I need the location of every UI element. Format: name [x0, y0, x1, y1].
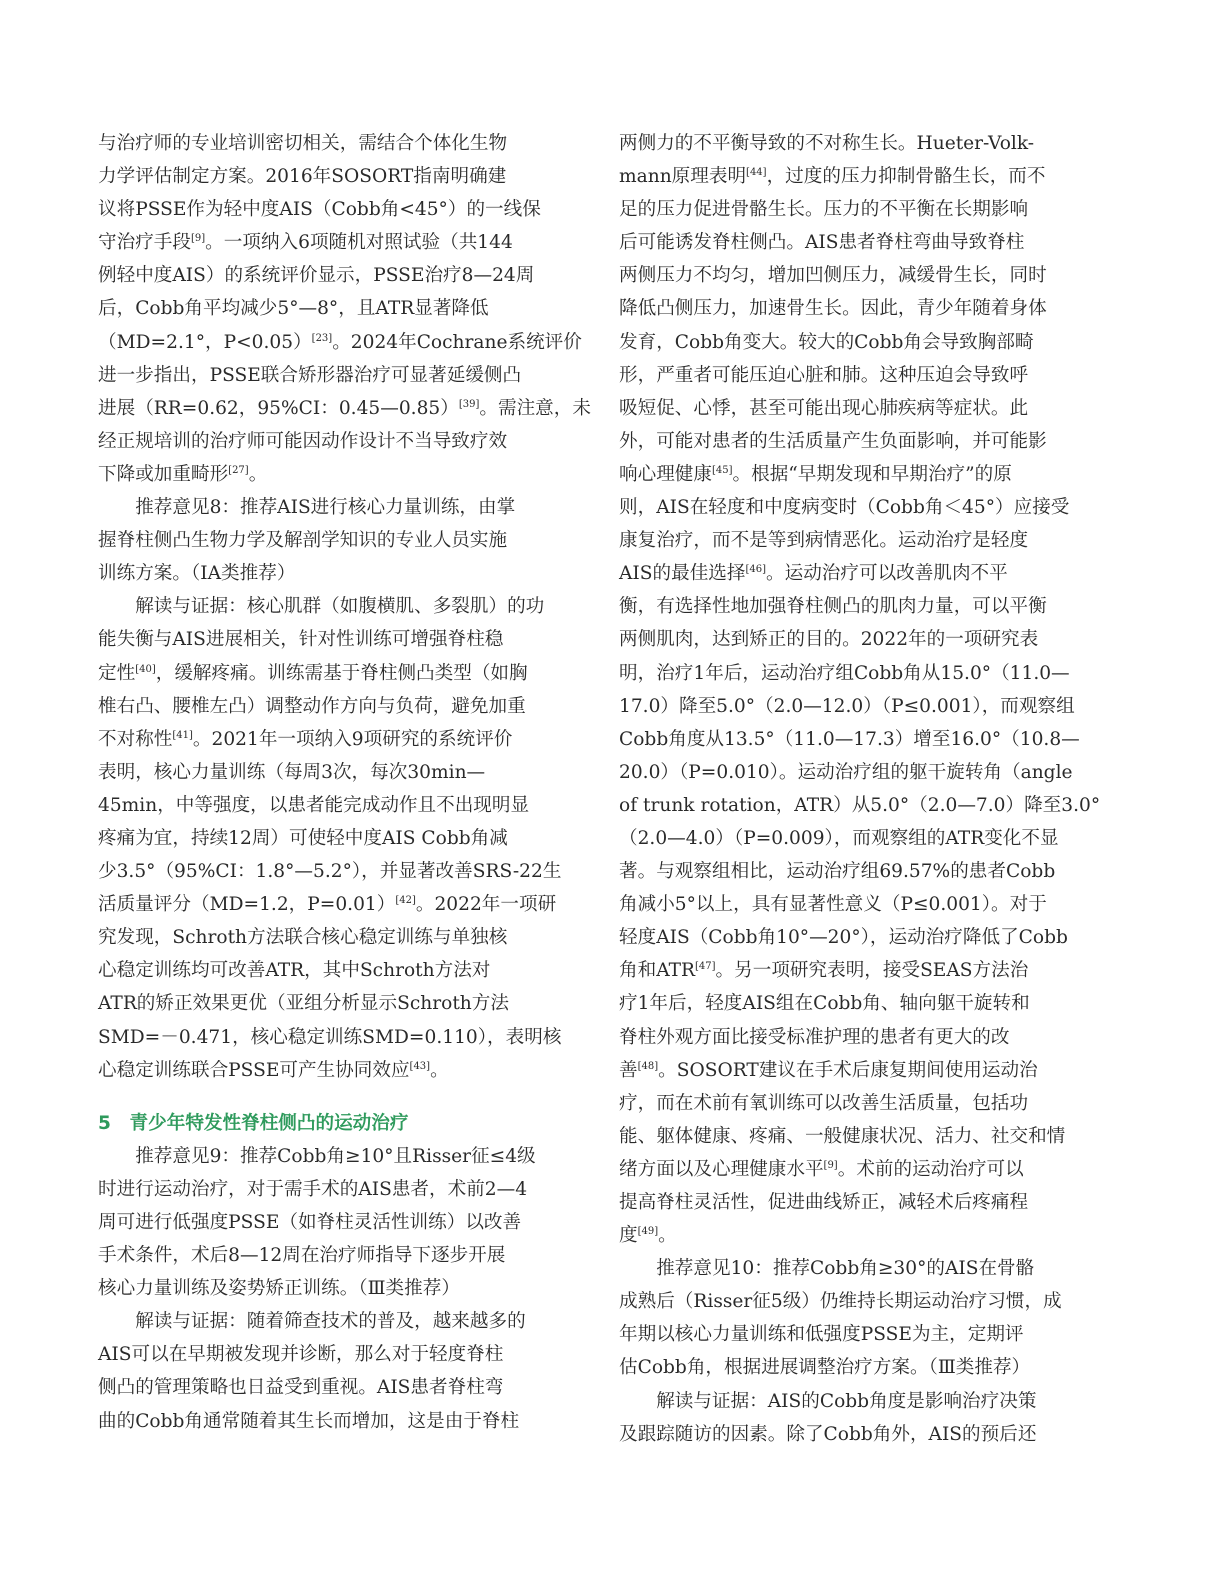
citation-marker: [43]	[409, 1060, 431, 1072]
text-line: 心稳定训练联合PSSE可产生协同效应[43]。	[98, 1059, 449, 1081]
section-gap	[98, 1087, 575, 1107]
text-line: 推荐意见10：推荐Cobb角≥30°的AIS在骨骼	[619, 1258, 1035, 1280]
text-line: 疗1年后，轻度AIS组在Cobb角、轴向躯干旋转和	[619, 993, 1030, 1015]
citation-marker: [23]	[311, 332, 333, 344]
text-line: 发育，Cobb角变大。较大的Cobb角会导致胸部畸	[619, 331, 1034, 353]
text-line: 外，可能对患者的生活质量产生负面影响，并可能影	[619, 430, 1047, 452]
text-line: 与治疗师的专业培训密切相关，需结合个体化生物	[98, 133, 508, 154]
text-line: 能、躯体健康、疼痛、一般健康状况、活力、社交和情	[619, 1125, 1066, 1147]
text-line: 少3.5°（95%CI：1.8°—5.2°），并显著改善SRS-22生	[98, 861, 562, 883]
text-line: 侧凸的管理策略也日益受到重视。AIS患者脊柱弯	[98, 1377, 504, 1399]
text-line: 衡，有选择性地加强脊柱侧凸的肌肉力量，可以平衡	[619, 596, 1047, 618]
right-column	[619, 127, 1101, 1451]
text-line: 20.0）（P=0.010）。运动治疗组的躯干旋转角（angle	[619, 761, 1073, 783]
left-text-block	[98, 127, 591, 1087]
text-line: 估Cobb角，根据进展调整治疗方案。（Ⅲ类推荐）	[619, 1357, 1031, 1379]
text-line: 经正规培训的治疗师可能因动作设计不当导致疗效	[98, 430, 508, 452]
citation-marker: [48]	[637, 1060, 659, 1072]
citation-marker: [49]	[637, 1226, 659, 1238]
section-heading: 5 青少年特发性脊柱侧凸的运动治疗	[98, 1112, 409, 1134]
text-line: 角减小5°以上，具有显著性意义（P≤0.001）。对于	[619, 894, 1047, 916]
text-line: 能失衡与AIS进展相关，针对性训练可增强脊柱稳	[98, 629, 504, 651]
text-line: 核心力量训练及姿势矫正训练。（Ⅲ类推荐）	[98, 1278, 460, 1300]
text-line: 康复治疗，而不是等到病情恶化。运动治疗是轻度	[619, 530, 1029, 552]
citation-marker: [47]	[695, 961, 716, 973]
text-line: 后可能诱发脊柱侧凸。AIS患者脊柱弯曲导致脊柱	[619, 232, 1025, 254]
text-line: 疼痛为宜，持续12周）可使轻中度AIS Cobb角减	[98, 827, 508, 849]
text-line: 推荐意见8：推荐AIS进行核心力量训练，由掌	[98, 497, 516, 519]
text-line: （2.0—4.0）（P=0.009），而观察组的ATR变化不显	[619, 827, 1059, 849]
text-line: 足的压力促进骨骼生长。压力的不平衡在长期影响	[619, 199, 1029, 221]
right-text-block	[619, 127, 1101, 1451]
text-line: 脊柱外观方面比接受标准护理的患者有更大的改	[619, 1026, 1010, 1048]
text-line: 椎右凸、腰椎左凸）调整动作方向与负荷，避免加重	[98, 695, 526, 717]
text-line: 轻度AIS（Cobb角10°—20°），运动治疗降低了Cobb	[619, 927, 1068, 949]
text-line: 45min，中等强度，以患者能完成动作且不出现明显	[98, 794, 530, 816]
text-line: 曲的Cobb角通常随着其生长而增加，这是由于脊柱	[98, 1410, 520, 1432]
text-line: mann原理表明[44]，过度的压力抑制骨骼生长，而不	[619, 166, 1046, 188]
citation-marker: [27]	[228, 464, 249, 476]
text-line: 训练方案。（ⅠA类推荐）	[98, 563, 296, 585]
text-line: 心稳定训练均可改善ATR，其中Schroth方法对	[98, 960, 491, 982]
text-line: 推荐意见9：推荐Cobb角≥10°且Risser征≤4级	[98, 1145, 536, 1167]
text-line: 究发现，Schroth方法联合核心稳定训练与单独核	[98, 927, 508, 949]
text-line: 绪方面以及心理健康水平[9]。术前的运动治疗可以	[619, 1158, 1024, 1180]
text-line: 守治疗手段[9]。一项纳入6项随机对照试验（共144	[98, 232, 513, 254]
text-line: 成熟后（Risser征5级）仍维持长期运动治疗习惯，成	[619, 1291, 1062, 1313]
text-line: 17.0）降至5.0°（2.0—12.0）（P≤0.001），而观察组	[619, 695, 1075, 717]
text-line: 活质量评分（MD=1.2，P=0.01）[42]。2022年一项研	[98, 894, 557, 916]
text-line: 进一步指出，PSSE联合矫形器治疗可显著延缓侧凸	[98, 364, 522, 386]
text-line: 定性[40]，缓解疼痛。训练需基于脊柱侧凸类型（如胸	[98, 662, 528, 684]
text-line: 表明，核心力量训练（每周3次，每次30min—	[98, 761, 486, 783]
text-line: 及跟踪随访的因素。除了Cobb角外，AIS的预后还	[619, 1423, 1037, 1445]
text-line: 善[48]。SOSORT建议在手术后康复期间使用运动治	[619, 1059, 1038, 1081]
text-line: SMD=－0.471，核心稳定训练SMD=0.110），表明核	[98, 1026, 562, 1048]
citation-marker: [9]	[823, 1159, 838, 1171]
text-line: 著。与观察组相比，运动治疗组69.57%的患者Cobb	[619, 861, 1056, 883]
citation-marker: [40]	[135, 663, 156, 675]
citation-marker: [42]	[395, 895, 416, 907]
text-line: 疗，而在术前有氧训练可以改善生活质量，包括功	[619, 1092, 1029, 1114]
citation-marker: [46]	[745, 564, 767, 576]
text-line: AIS可以在早期被发现并诊断，那么对于轻度脊柱	[98, 1344, 504, 1366]
text-line: of trunk rotation，ATR）从5.0°（2.0—7.0）降至3.0°	[619, 794, 1101, 816]
citation-marker: [45]	[711, 464, 733, 476]
text-line: 提高脊柱灵活性，促进曲线矫正，减轻术后疼痛程	[619, 1192, 1029, 1213]
citation-marker: [41]	[172, 729, 193, 741]
text-line: 不对称性[41]。2021年一项纳入9项研究的系统评价	[98, 728, 513, 750]
text-line: Cobb角度从13.5°（11.0—17.3）增至16.0°（10.8—	[619, 728, 1080, 750]
text-line: 响心理健康[45]。根据“早期发现和早期治疗”的原	[619, 463, 1012, 485]
text-line: 例轻中度AIS）的系统评价显示，PSSE治疗8—24周	[98, 265, 535, 287]
text-line: 议将PSSE作为轻中度AIS（Cobb角<45°）的一线保	[98, 199, 541, 221]
text-line: 握脊柱侧凸生物力学及解剖学知识的专业人员实施	[98, 530, 508, 552]
text-line: AIS的最佳选择[46]。运动治疗可以改善肌肉不平	[619, 563, 1008, 585]
text-line: 力学评估制定方案。2016年SOSORT指南明确建	[98, 166, 507, 188]
text-line: 时进行运动治疗，对于需手术的AIS患者，术前2—4	[98, 1178, 528, 1200]
text-line: 吸短促、心悸，甚至可能出现心肺疾病等症状。此	[619, 397, 1029, 419]
text-line: 下降或加重畸形[27]。	[98, 463, 268, 485]
text-line: ATR的矫正效果更优（亚组分析显示Schroth方法	[98, 993, 509, 1015]
text-line: 则，AIS在轻度和中度病变时（Cobb角＜45°）应接受	[619, 497, 1070, 519]
text-line: （MD=2.1°，P<0.05）[23]。2024年Cochrane系统评价	[98, 331, 582, 353]
text-line: 进展（RR=0.62，95%CI：0.45—0.85）[39]。需注意，未	[98, 397, 591, 419]
text-line: 两侧肌肉，达到矫正的目的。2022年的一项研究表	[619, 629, 1039, 651]
text-line: 两侧力的不平衡导致的不对称生长。Hueter-Volk-	[619, 133, 1035, 154]
text-line: 明，治疗1年后，运动治疗组Cobb角从15.0°（11.0—	[619, 662, 1070, 684]
text-line: 角和ATR[47]。另一项研究表明，接受SEAS方法治	[619, 960, 1029, 982]
text-line: 度[49]。	[619, 1225, 677, 1247]
left-column	[98, 127, 591, 1438]
text-line: 手术条件，术后8—12周在治疗师指导下逐步开展	[98, 1245, 506, 1267]
citation-marker: [39]	[458, 398, 480, 410]
citation-marker: [9]	[190, 233, 206, 245]
text-line: 形，严重者可能压迫心脏和肺。这种压迫会导致呼	[619, 364, 1029, 386]
text-line: 解读与证据：核心肌群（如腹横肌、多裂肌）的功	[98, 596, 545, 618]
text-line: 解读与证据：随着筛查技术的普及，越来越多的	[98, 1311, 526, 1333]
citation-marker: [44]	[746, 167, 767, 179]
left-text-block-after-heading	[98, 1140, 575, 1438]
text-line: 年期以核心力量训练和低强度PSSE为主，定期评	[619, 1324, 1024, 1346]
text-line: 周可进行低强度PSSE（如脊柱灵活性训练）以改善	[98, 1212, 522, 1233]
text-line: 降低凸侧压力，加速骨生长。因此，青少年随着身体	[619, 298, 1047, 320]
text-line: 解读与证据：AIS的Cobb角度是影响治疗决策	[619, 1390, 1037, 1412]
text-line: 后，Cobb角平均减少5°—8°，且ATR显著降低	[98, 298, 489, 320]
text-line: 两侧压力不均匀，增加凹侧压力，减缓骨生长，同时	[619, 265, 1047, 287]
